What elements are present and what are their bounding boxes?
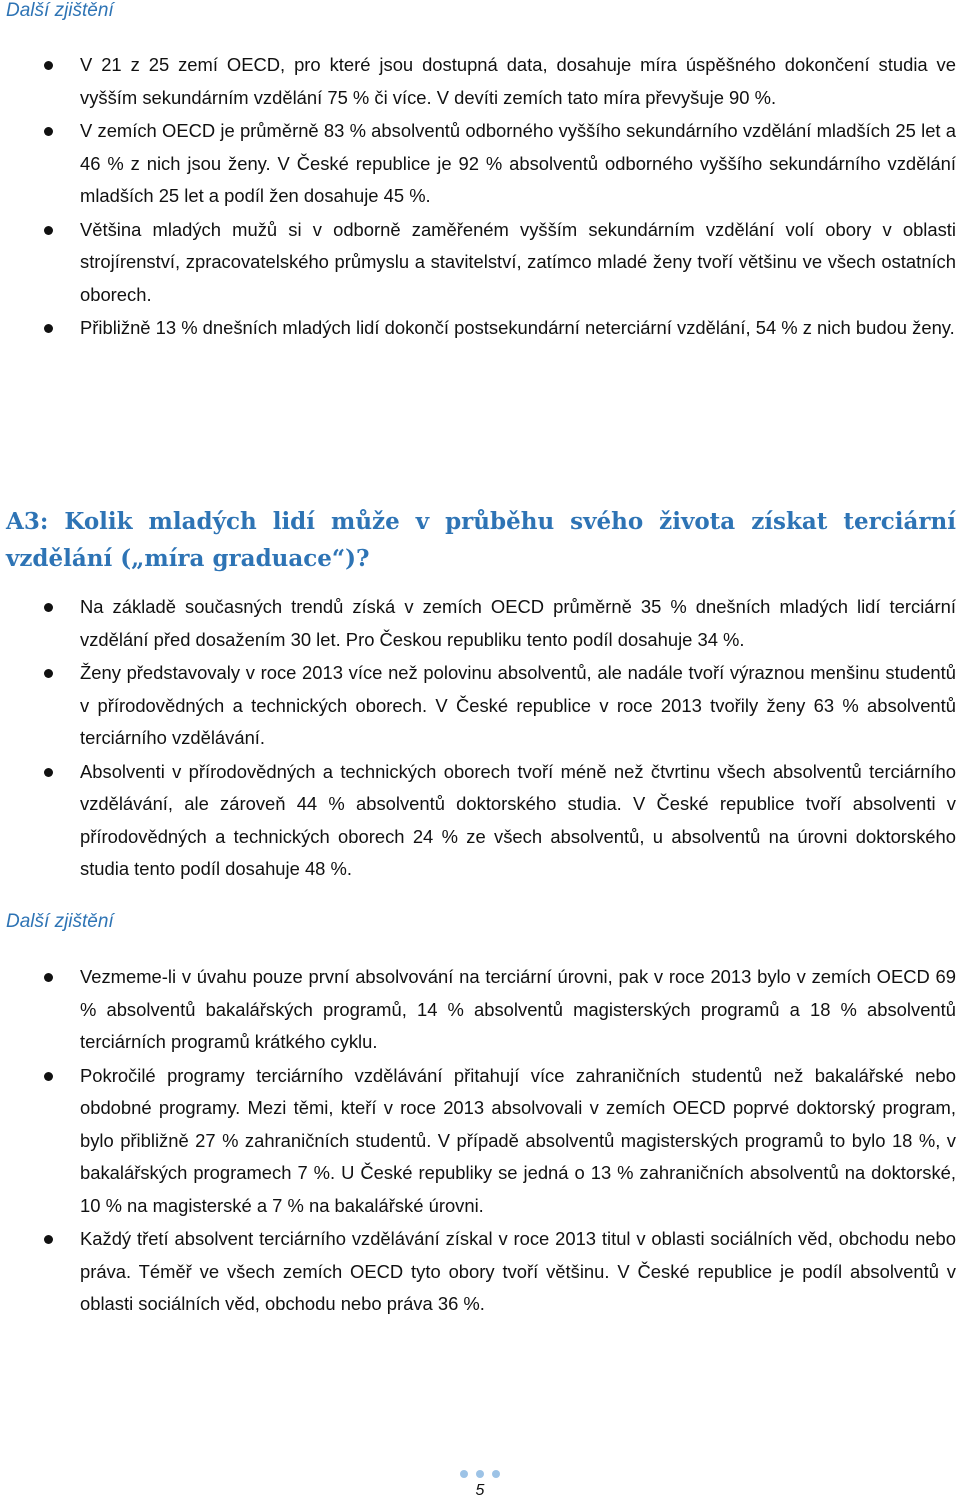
dot-icon [476,1470,484,1478]
list-item-text: Každý třetí absolvent terciárního vzdělávání získal v roce 2013 titul v oblasti sociálních věd, obchodu nebo práva. Téměř ve všech zemích OECD tyto obory tvoří většinu. V České republice je podíl absolventů v oblasti sociálních věd, obchodu nebo práva 36 %. [80,1228,956,1314]
list-item [0,591,956,656]
dot-icon [492,1470,500,1478]
list-item [0,49,956,114]
list-item-text: Vezmeme-li v úvahu pouze první absolvování na terciární úrovni, pak v roce 2013 bylo v zemích OECD 69 % absolventů bakalářských programů, 14 % absolventů magisterských programů a 18 % absolventů terciárních programů krátkého cyklu. [80,966,956,1052]
list-item [0,1060,956,1223]
page-footer [0,1470,960,1500]
bullet-icon [44,603,53,612]
bullet-icon [44,973,53,982]
section-heading-a3: A3: Kolik mladých lidí může v průběhu svého života získat terciární vzdělání („míra graduace“)? [6,508,956,572]
list-item [0,214,956,312]
list-item-text: Pokročilé programy terciárního vzdělávání přitahují více zahraničních studentů než bakalářské nebo obdobné programy. Mezi těmi, kteří v roce 2013 absolvovali v zemích OECD poprvé doktorský program, bylo přibližně 27 % zahraničních studentů. V případě absolventů magisterských programů to bylo 18 %, v bakalářských programech 7 %. U České republiky se jedná o 13 % zahraničních absolventů na doktorské, 10 % na magisterské a 7 % na bakalářské úrovni. [80,1064,956,1216]
bullet-icon [44,61,53,70]
bullet-icon [44,669,53,678]
subheading-further-findings-2: Další zjištění [6,911,114,932]
subheading-further-findings: Další zjištění [6,0,114,21]
list-item [0,115,956,213]
list-item-text: Absolventi v přírodovědných a technických oborech tvoří méně než čtvrtinu všech absolventů terciárního vzdělávání, ale zároveň 44 % absolventů doktorského studia. V České republice tvoří absolventi v přírodovědných a technických oborech 24 % ze všech absolventů, u absolventů na úrovni doktorského studia tento podíl dosahuje 48 %. [80,760,956,879]
list-item-text: Většina mladých mužů si v odborně zaměřeném vyšším sekundárním vzdělání volí obory v oblasti strojírenství, zpracovatelského průmyslu a stavitelství, zatímco mladé ženy tvoří většinu ve všech ostatních oborech. [80,218,956,305]
list-item-text: Přibližně 13 % dnešních mladých lidí dokončí postsekundární neterciární vzdělání, 54 % z nich budou ženy. [80,317,955,338]
list-item [0,756,956,886]
bullet-icon [44,768,53,777]
list-item-text: Ženy představovaly v roce 2013 více než polovinu absolventů, ale nadále tvoří výraznou menšinu studentů v přírodovědných a technických oborech. V České republice v roce 2013 tvořily ženy 63 % absolventů terciárního vzdělávání. [80,662,956,748]
list-item-text: Na základě současných trendů získá v zemích OECD průměrně 35 % dnešních mladých lidí terciární vzdělání před dosažením 30 let. Pro Českou republiku tento podíl dosahuje 34 %. [80,596,956,650]
dot-icon [460,1470,468,1478]
findings-list-1 [0,49,956,346]
footer-dots-icon [0,1470,960,1478]
page-number: 5 [475,1482,485,1499]
list-item [0,657,956,755]
bullet-icon [44,324,53,333]
list-item [0,961,956,1059]
list-item [0,1223,956,1321]
bullet-icon [44,1235,53,1244]
list-item-text: V zemích OECD je průměrně 83 % absolventů odborného vyššího sekundárního vzdělání mladších 25 let a 46 % z nich jsou ženy. V České republice je 92 % absolventů odborného vyššího sekundárního vzdělání mladších 25 let a podíl žen dosahuje 45 %. [80,120,956,206]
bullet-icon [44,127,53,136]
bullet-icon [44,1072,53,1081]
findings-list-3 [0,961,956,1322]
list-item-text: V 21 z 25 zemí OECD, pro které jsou dostupná data, dosahuje míra úspěšného dokončení studia ve vyšším sekundárním vzdělání 75 % či více. V devíti zemích tato míra převyšuje 90 %. [80,54,956,108]
findings-list-2 [0,591,956,887]
list-item [0,312,956,345]
bullet-icon [44,226,53,235]
